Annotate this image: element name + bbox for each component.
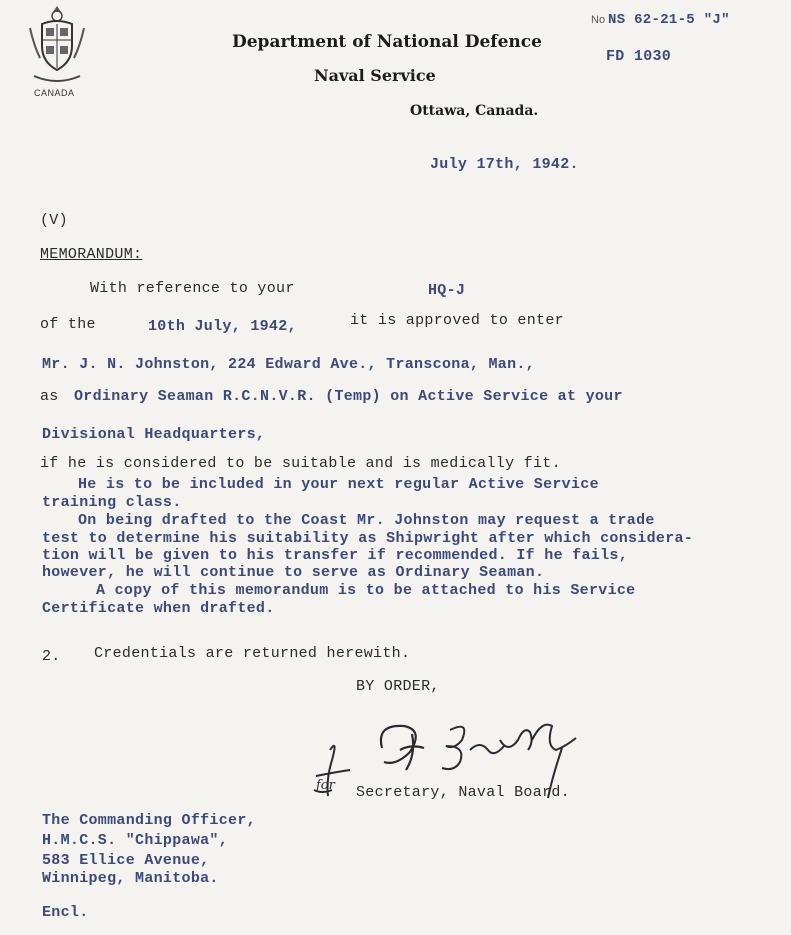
reference-code: HQ-J bbox=[428, 282, 466, 299]
memo-label: MEMORANDUM: bbox=[40, 246, 143, 263]
signatory-title: Secretary, Naval Board. bbox=[356, 784, 570, 801]
by-order: BY ORDER, bbox=[356, 678, 440, 695]
crest-caption: CANADA bbox=[34, 88, 75, 98]
paragraph-line-4: test to determine his suitability as Shipwright after which considera- bbox=[42, 530, 694, 547]
addressee-line-4: Winnipeg, Manitoba. bbox=[42, 870, 219, 887]
paragraph-line-1: He is to be included in your next regular Active Service bbox=[78, 476, 599, 493]
rank-line: Ordinary Seaman R.C.N.V.R. (Temp) on Active Service at your bbox=[74, 388, 623, 405]
point-2-text: Credentials are returned herewith. bbox=[94, 645, 411, 662]
addressee-line-2: H.M.C.S. "Chippawa", bbox=[42, 832, 229, 849]
signature-prefix: for bbox=[316, 778, 335, 793]
fd-number: FD 1030 bbox=[606, 48, 672, 65]
addressee-line-1: The Commanding Officer, bbox=[42, 812, 256, 829]
location-heading: Ottawa, Canada. bbox=[410, 103, 539, 119]
headquarters-line: Divisional Headquarters, bbox=[42, 426, 266, 443]
paragraph-line-2: training class. bbox=[42, 494, 182, 511]
point-2-number: 2. bbox=[42, 648, 61, 665]
approval-text: it is approved to enter bbox=[350, 312, 564, 329]
reference-intro: With reference to your bbox=[90, 280, 295, 297]
marker: (V) bbox=[40, 212, 68, 229]
paragraph-line-6: however, he will continue to serve as Ordinary Seaman. bbox=[42, 564, 545, 581]
department-heading: Department of National Defence bbox=[232, 32, 542, 52]
addressee-line-3: 583 Ellice Avenue, bbox=[42, 852, 210, 869]
as-text: as bbox=[40, 388, 59, 405]
enclosure-note: Encl. bbox=[42, 904, 89, 921]
canada-crest-icon bbox=[28, 4, 86, 88]
file-number: NS 62-21-5 "J" bbox=[608, 12, 730, 28]
paragraph-line-5: tion will be given to his transfer if recommended. If he fails, bbox=[42, 547, 628, 564]
paragraph-line-7: A copy of this memorandum is to be attached to his Service bbox=[96, 582, 636, 599]
candidate-name-address: Mr. J. N. Johnston, 224 Edward Ave., Transcona, Man., bbox=[42, 356, 535, 373]
of-the-text: of the bbox=[40, 316, 96, 333]
letter-date: July 17th, 1942. bbox=[430, 156, 579, 173]
file-no-label: No bbox=[591, 14, 606, 26]
condition-line: if he is considered to be suitable and is medically fit. bbox=[40, 455, 561, 472]
paragraph-line-3: On being drafted to the Coast Mr. Johnston may request a trade bbox=[78, 512, 655, 529]
reference-date: 10th July, 1942, bbox=[148, 318, 297, 335]
paragraph-line-8: Certificate when drafted. bbox=[42, 600, 275, 617]
service-heading: Naval Service bbox=[314, 66, 436, 85]
